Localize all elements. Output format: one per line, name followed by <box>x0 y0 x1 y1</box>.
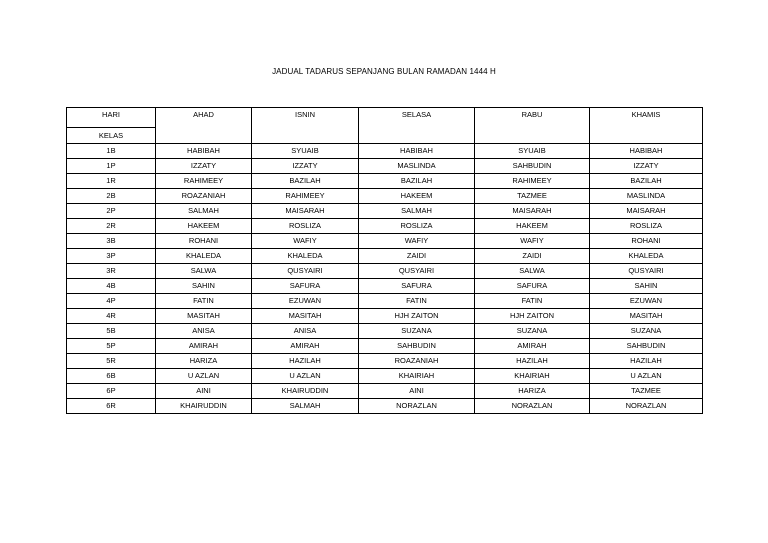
teacher-cell: HABIBAH <box>590 144 703 159</box>
teacher-cell: EZUWAN <box>590 294 703 309</box>
teacher-cell: SAHIN <box>156 279 252 294</box>
teacher-cell: SALWA <box>475 264 590 279</box>
corner-hari: HARI <box>67 108 156 128</box>
teacher-cell: QUSYAIRI <box>252 264 359 279</box>
teacher-cell: ZAIDI <box>475 249 590 264</box>
table-row <box>67 339 703 354</box>
teacher-cell: HAKEEM <box>359 189 475 204</box>
schedule-table <box>66 107 703 414</box>
teacher-cell: FATIN <box>156 294 252 309</box>
table-row <box>67 219 703 234</box>
teacher-cell: IZZATY <box>252 159 359 174</box>
teacher-cell: SAFURA <box>359 279 475 294</box>
class-cell: 5B <box>67 324 156 339</box>
teacher-cell: MASITAH <box>252 309 359 324</box>
day-header: RABU <box>475 108 590 144</box>
teacher-cell: TAZMEE <box>590 384 703 399</box>
teacher-cell: KHALEDA <box>156 249 252 264</box>
teacher-cell: ROAZANIAH <box>359 354 475 369</box>
teacher-cell: KHAIRIAH <box>475 369 590 384</box>
teacher-cell: SAFURA <box>252 279 359 294</box>
teacher-cell: HAZILAH <box>475 354 590 369</box>
day-header: KHAMIS <box>590 108 703 144</box>
class-cell: 6P <box>67 384 156 399</box>
teacher-cell: IZZATY <box>156 159 252 174</box>
teacher-cell: SUZANA <box>359 324 475 339</box>
teacher-cell: KHAIRUDDIN <box>156 399 252 414</box>
teacher-cell: ROSLIZA <box>252 219 359 234</box>
table-row <box>67 324 703 339</box>
header-row-days <box>67 108 703 128</box>
teacher-cell: HAZILAH <box>590 354 703 369</box>
teacher-cell: ROAZANIAH <box>156 189 252 204</box>
teacher-cell: MASLINDA <box>359 159 475 174</box>
teacher-cell: SAHIN <box>590 279 703 294</box>
teacher-cell: ANISA <box>252 324 359 339</box>
teacher-cell: KHAIRIAH <box>359 369 475 384</box>
table-row <box>67 204 703 219</box>
class-cell: 1P <box>67 159 156 174</box>
teacher-cell: AMIRAH <box>475 339 590 354</box>
teacher-cell: ZAIDI <box>359 249 475 264</box>
teacher-cell: FATIN <box>359 294 475 309</box>
class-cell: 3R <box>67 264 156 279</box>
table-row <box>67 279 703 294</box>
class-cell: 4P <box>67 294 156 309</box>
teacher-cell: KHALEDA <box>252 249 359 264</box>
teacher-cell: BAZILAH <box>359 174 475 189</box>
teacher-cell: HJH ZAITON <box>359 309 475 324</box>
table-row <box>67 399 703 414</box>
teacher-cell: SUZANA <box>475 324 590 339</box>
teacher-cell: ROHANI <box>156 234 252 249</box>
teacher-cell: IZZATY <box>590 159 703 174</box>
class-cell: 2B <box>67 189 156 204</box>
class-cell: 3B <box>67 234 156 249</box>
table-row <box>67 249 703 264</box>
class-cell: 4R <box>67 309 156 324</box>
class-cell: 5P <box>67 339 156 354</box>
day-header: AHAD <box>156 108 252 144</box>
teacher-cell: ANISA <box>156 324 252 339</box>
teacher-cell: SUZANA <box>590 324 703 339</box>
teacher-cell: SAFURA <box>475 279 590 294</box>
class-cell: 2R <box>67 219 156 234</box>
class-cell: 4B <box>67 279 156 294</box>
teacher-cell: HAKEEM <box>156 219 252 234</box>
teacher-cell: ROHANI <box>590 234 703 249</box>
teacher-cell: ROSLIZA <box>590 219 703 234</box>
document-title: JADUAL TADARUS SEPANJANG BULAN RAMADAN 1444 H <box>272 67 496 76</box>
teacher-cell: MAISARAH <box>252 204 359 219</box>
teacher-cell: SALMAH <box>252 399 359 414</box>
teacher-cell: AMIRAH <box>156 339 252 354</box>
table-row <box>67 369 703 384</box>
teacher-cell: QUSYAIRI <box>359 264 475 279</box>
teacher-cell: AMIRAH <box>252 339 359 354</box>
teacher-cell: NORAZLAN <box>359 399 475 414</box>
class-cell: 1B <box>67 144 156 159</box>
teacher-cell: BAZILAH <box>590 174 703 189</box>
teacher-cell: RAHIMEEY <box>156 174 252 189</box>
teacher-cell: U AZLAN <box>252 369 359 384</box>
teacher-cell: MASITAH <box>590 309 703 324</box>
class-cell: 1R <box>67 174 156 189</box>
teacher-cell: SAHBUDIN <box>475 159 590 174</box>
teacher-cell: ROSLIZA <box>359 219 475 234</box>
table-row <box>67 159 703 174</box>
teacher-cell: SAHBUDIN <box>590 339 703 354</box>
teacher-cell: KHALEDA <box>590 249 703 264</box>
class-cell: 6R <box>67 399 156 414</box>
day-header: SELASA <box>359 108 475 144</box>
teacher-cell: U AZLAN <box>156 369 252 384</box>
teacher-cell: SAHBUDIN <box>359 339 475 354</box>
teacher-cell: MASITAH <box>156 309 252 324</box>
teacher-cell: SALMAH <box>359 204 475 219</box>
teacher-cell: RAHIMEEY <box>252 189 359 204</box>
teacher-cell: SALWA <box>156 264 252 279</box>
teacher-cell: HABIBAH <box>156 144 252 159</box>
table-row <box>67 384 703 399</box>
teacher-cell: RAHIMEEY <box>475 174 590 189</box>
teacher-cell: TAZMEE <box>475 189 590 204</box>
table-row <box>67 234 703 249</box>
teacher-cell: HAZILAH <box>252 354 359 369</box>
teacher-cell: AINI <box>156 384 252 399</box>
class-cell: 5R <box>67 354 156 369</box>
table-row <box>67 264 703 279</box>
teacher-cell: SYUAIB <box>475 144 590 159</box>
teacher-cell: BAZILAH <box>252 174 359 189</box>
teacher-cell: WAFIY <box>359 234 475 249</box>
table-row <box>67 144 703 159</box>
class-cell: 3P <box>67 249 156 264</box>
teacher-cell: WAFIY <box>252 234 359 249</box>
teacher-cell: FATIN <box>475 294 590 309</box>
teacher-cell: MAISARAH <box>475 204 590 219</box>
class-cell: 2P <box>67 204 156 219</box>
teacher-cell: MAISARAH <box>590 204 703 219</box>
table-row <box>67 309 703 324</box>
teacher-cell: EZUWAN <box>252 294 359 309</box>
teacher-cell: SALMAH <box>156 204 252 219</box>
corner-kelas: KELAS <box>67 128 156 144</box>
teacher-cell: HJH ZAITON <box>475 309 590 324</box>
teacher-cell: U AZLAN <box>590 369 703 384</box>
table-row <box>67 354 703 369</box>
table-row <box>67 174 703 189</box>
day-header: ISNIN <box>252 108 359 144</box>
table-row <box>67 294 703 309</box>
teacher-cell: QUSYAIRI <box>590 264 703 279</box>
teacher-cell: AINI <box>359 384 475 399</box>
teacher-cell: NORAZLAN <box>590 399 703 414</box>
teacher-cell: HARIZA <box>475 384 590 399</box>
table-row <box>67 189 703 204</box>
teacher-cell: HABIBAH <box>359 144 475 159</box>
teacher-cell: MASLINDA <box>590 189 703 204</box>
teacher-cell: WAFIY <box>475 234 590 249</box>
teacher-cell: SYUAIB <box>252 144 359 159</box>
class-cell: 6B <box>67 369 156 384</box>
teacher-cell: KHAIRUDDIN <box>252 384 359 399</box>
teacher-cell: HAKEEM <box>475 219 590 234</box>
teacher-cell: NORAZLAN <box>475 399 590 414</box>
teacher-cell: HARIZA <box>156 354 252 369</box>
